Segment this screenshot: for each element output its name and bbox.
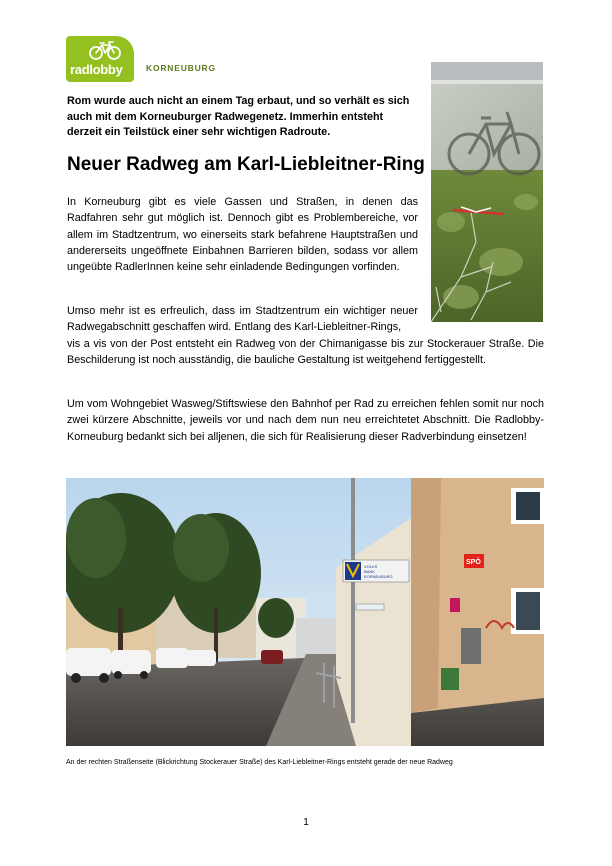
paragraph-new-section [67, 303, 544, 368]
bank-sign-line3: KORNEUBURG [364, 574, 393, 579]
page-number: 1 [303, 817, 309, 828]
bicycle-shadow-photo [431, 62, 543, 322]
photo-caption: An der rechten Straßenseite (Blickrichtung Stockerauer Straße) des Karl-Liebleitner-Rings entsteht gerade der neue Radweg [66, 759, 453, 766]
party-sign: SPÖ [466, 559, 481, 566]
paragraph-new-section-rest: vis a vis von der Post entsteht ein Radweg von der Chimanigasse bis zur Stockerauer Straße. Die Beschilderung ist noch ausständig, die bauliche Gestaltung ist weitgehend fertiggestellt. [67, 337, 544, 366]
bicycle-icon [88, 40, 122, 60]
bank-sign-line2: BANK [364, 569, 375, 574]
paragraph-problem-areas: In Korneuburg gibt es viele Gassen und Straßen, in denen das Radfahren sehr gut möglich ist. Dennoch gibt es Problembereiche, vor allem im Stadtzentrum, wo einerseits stark befahrene Hauptstraßen und andererseits ungeöffnete Einbahnen Barrieren bilden, sodass vor allem ungeübte RadlerInnen keine sehr einladende Bedingungen vorfinden. [67, 196, 418, 274]
article-title: Neuer Radweg am Karl-Liebleitner-Ring [67, 154, 425, 175]
bank-sign-line1: VOLKS [364, 564, 378, 569]
intro-text: Rom wurde auch nicht an einem Tag erbaut, und so verhält es sich auch mit dem Korneuburger Radwegenetz. Immerhin entsteht derzeit ein Teilstück einer sehr wichtigen Radroute. [67, 95, 410, 138]
paragraph-new-section-start: Umso mehr ist es erfreulich, dass im Stadtzentrum ein wichtiger neuer Radwegabschnitt geschaffen wird. Entlang des Karl-Liebleitner-Rings, [67, 305, 418, 334]
radlobby-logo [66, 36, 216, 82]
paragraph-outlook: Um vom Wohngebiet Wasweg/Stiftswiese den Bahnhof per Rad zu erreichen fehlen somit nur noch zwei kürzere Abschnitte, jeweils vor und nach dem nun neu erreichtetet Abschnitt. Die Radlobby-Korneuburg bedankt sich bei alljenen, die sich für Realisierung dieser Radverbindung einsetzen! [67, 398, 544, 443]
logo-badge [66, 36, 134, 82]
logo-wordmark: radlobby [70, 62, 123, 77]
logo-subtitle: KORNEUBURG [146, 63, 216, 73]
street-photo [66, 478, 544, 746]
